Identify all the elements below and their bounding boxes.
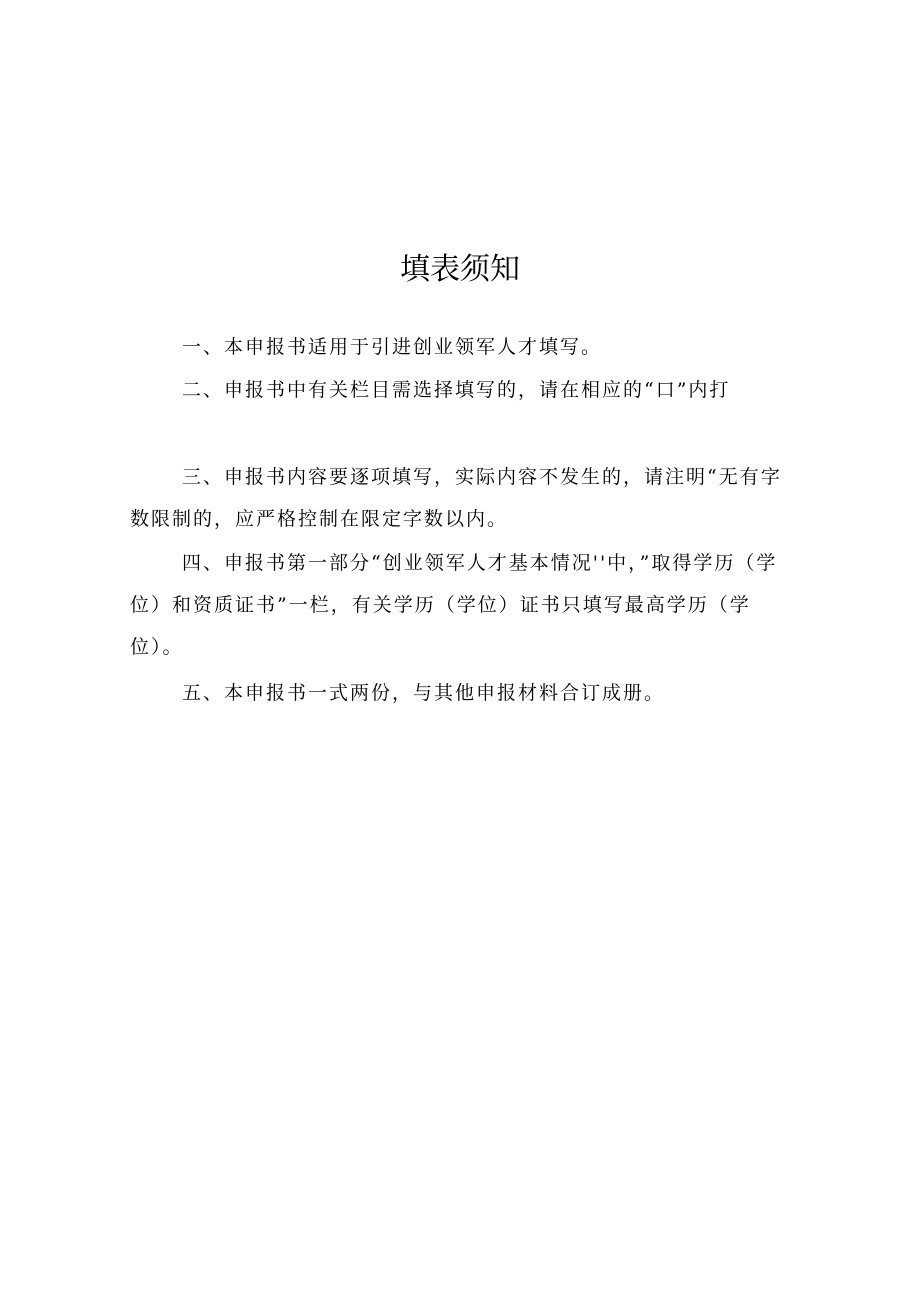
instruction-item-4: 四、申报书第一部分“创业领军人才基本情况''中，”取得学历（学位）和资质证书”一栏，有关学历（学位）证书只填写最高学历（学位）。 — [130, 552, 778, 658]
instruction-item-3: 三、申报书内容要逐项填写，实际内容不发生的，请注明“无有字数限制的，应严格控制在限定字数以内。 — [130, 466, 782, 530]
instruction-item-1: 一、本申报书适用于引进创业领军人才填写。 — [182, 336, 603, 358]
instruction-item-5: 五、本申报书一式两份，与其他申报材料合订成册。 — [182, 682, 666, 704]
page-title: 填表须知 — [400, 252, 520, 287]
instruction-item-2: 二、申报书中有关栏目需选择填写的，请在相应的“口”内打 — [182, 379, 731, 401]
